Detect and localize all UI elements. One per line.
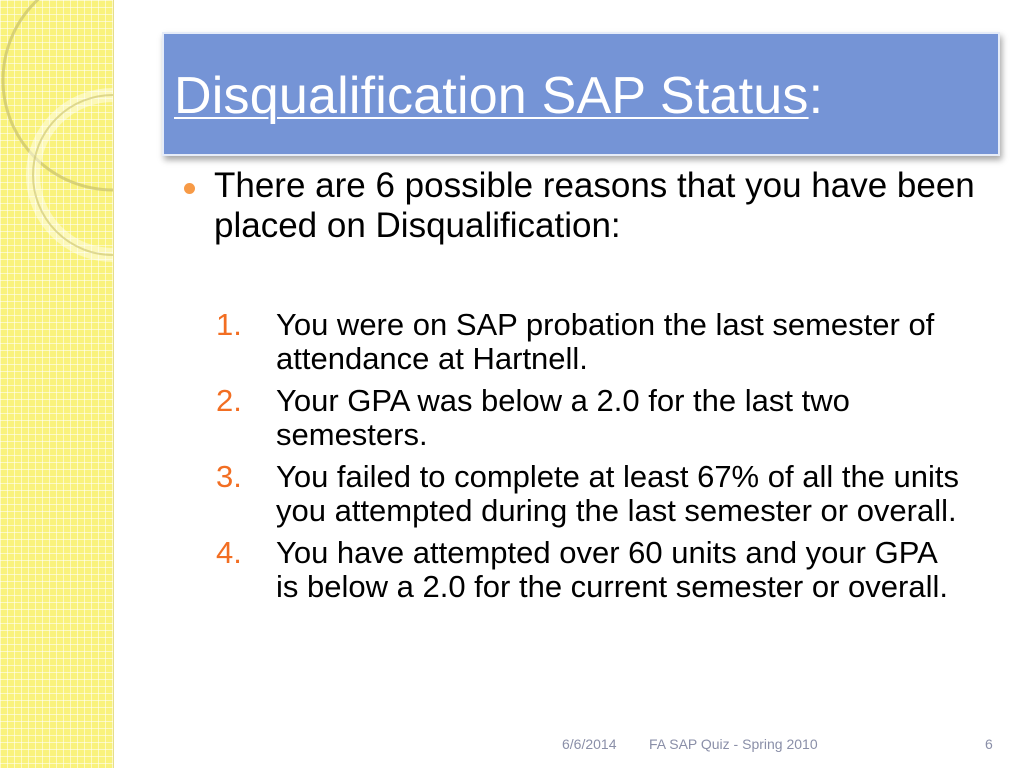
list-item-text: You failed to complete at least 67% of all the units you attempted during the last semester or overall. xyxy=(276,459,960,528)
title-link[interactable]: Disqualification SAP Status xyxy=(174,67,809,125)
list-item xyxy=(216,384,966,452)
bullet-dot-icon xyxy=(184,183,195,194)
footer-title: FA SAP Quiz - Spring 2010 xyxy=(649,736,818,752)
list-marker: 1. xyxy=(216,307,242,342)
slide-content xyxy=(178,166,998,604)
title-banner xyxy=(162,32,1000,156)
slide-title xyxy=(174,66,823,126)
list-marker: 2. xyxy=(216,383,242,418)
list-item-text: You have attempted over 60 units and your GPA is below a 2.0 for the current semester or overall. xyxy=(276,535,948,604)
list-marker: 4. xyxy=(216,535,242,570)
decorative-circles xyxy=(0,0,113,768)
footer-date: 6/6/2014 xyxy=(562,736,617,752)
list-item xyxy=(216,308,966,376)
list-item xyxy=(216,536,966,604)
slide-number: 6 xyxy=(985,736,993,752)
list-item-text: Your GPA was below a 2.0 for the last two semesters. xyxy=(276,383,850,452)
intro-bullet xyxy=(178,166,998,246)
decorative-sidebar xyxy=(0,0,114,768)
reasons-list xyxy=(216,308,966,612)
list-item xyxy=(216,460,966,528)
list-item-text: You were on SAP probation the last semester of attendance at Hartnell. xyxy=(276,307,935,376)
intro-text: There are 6 possible reasons that you have been placed on Disqualification: xyxy=(214,166,975,245)
title-colon: : xyxy=(808,67,824,125)
list-marker: 3. xyxy=(216,459,242,494)
